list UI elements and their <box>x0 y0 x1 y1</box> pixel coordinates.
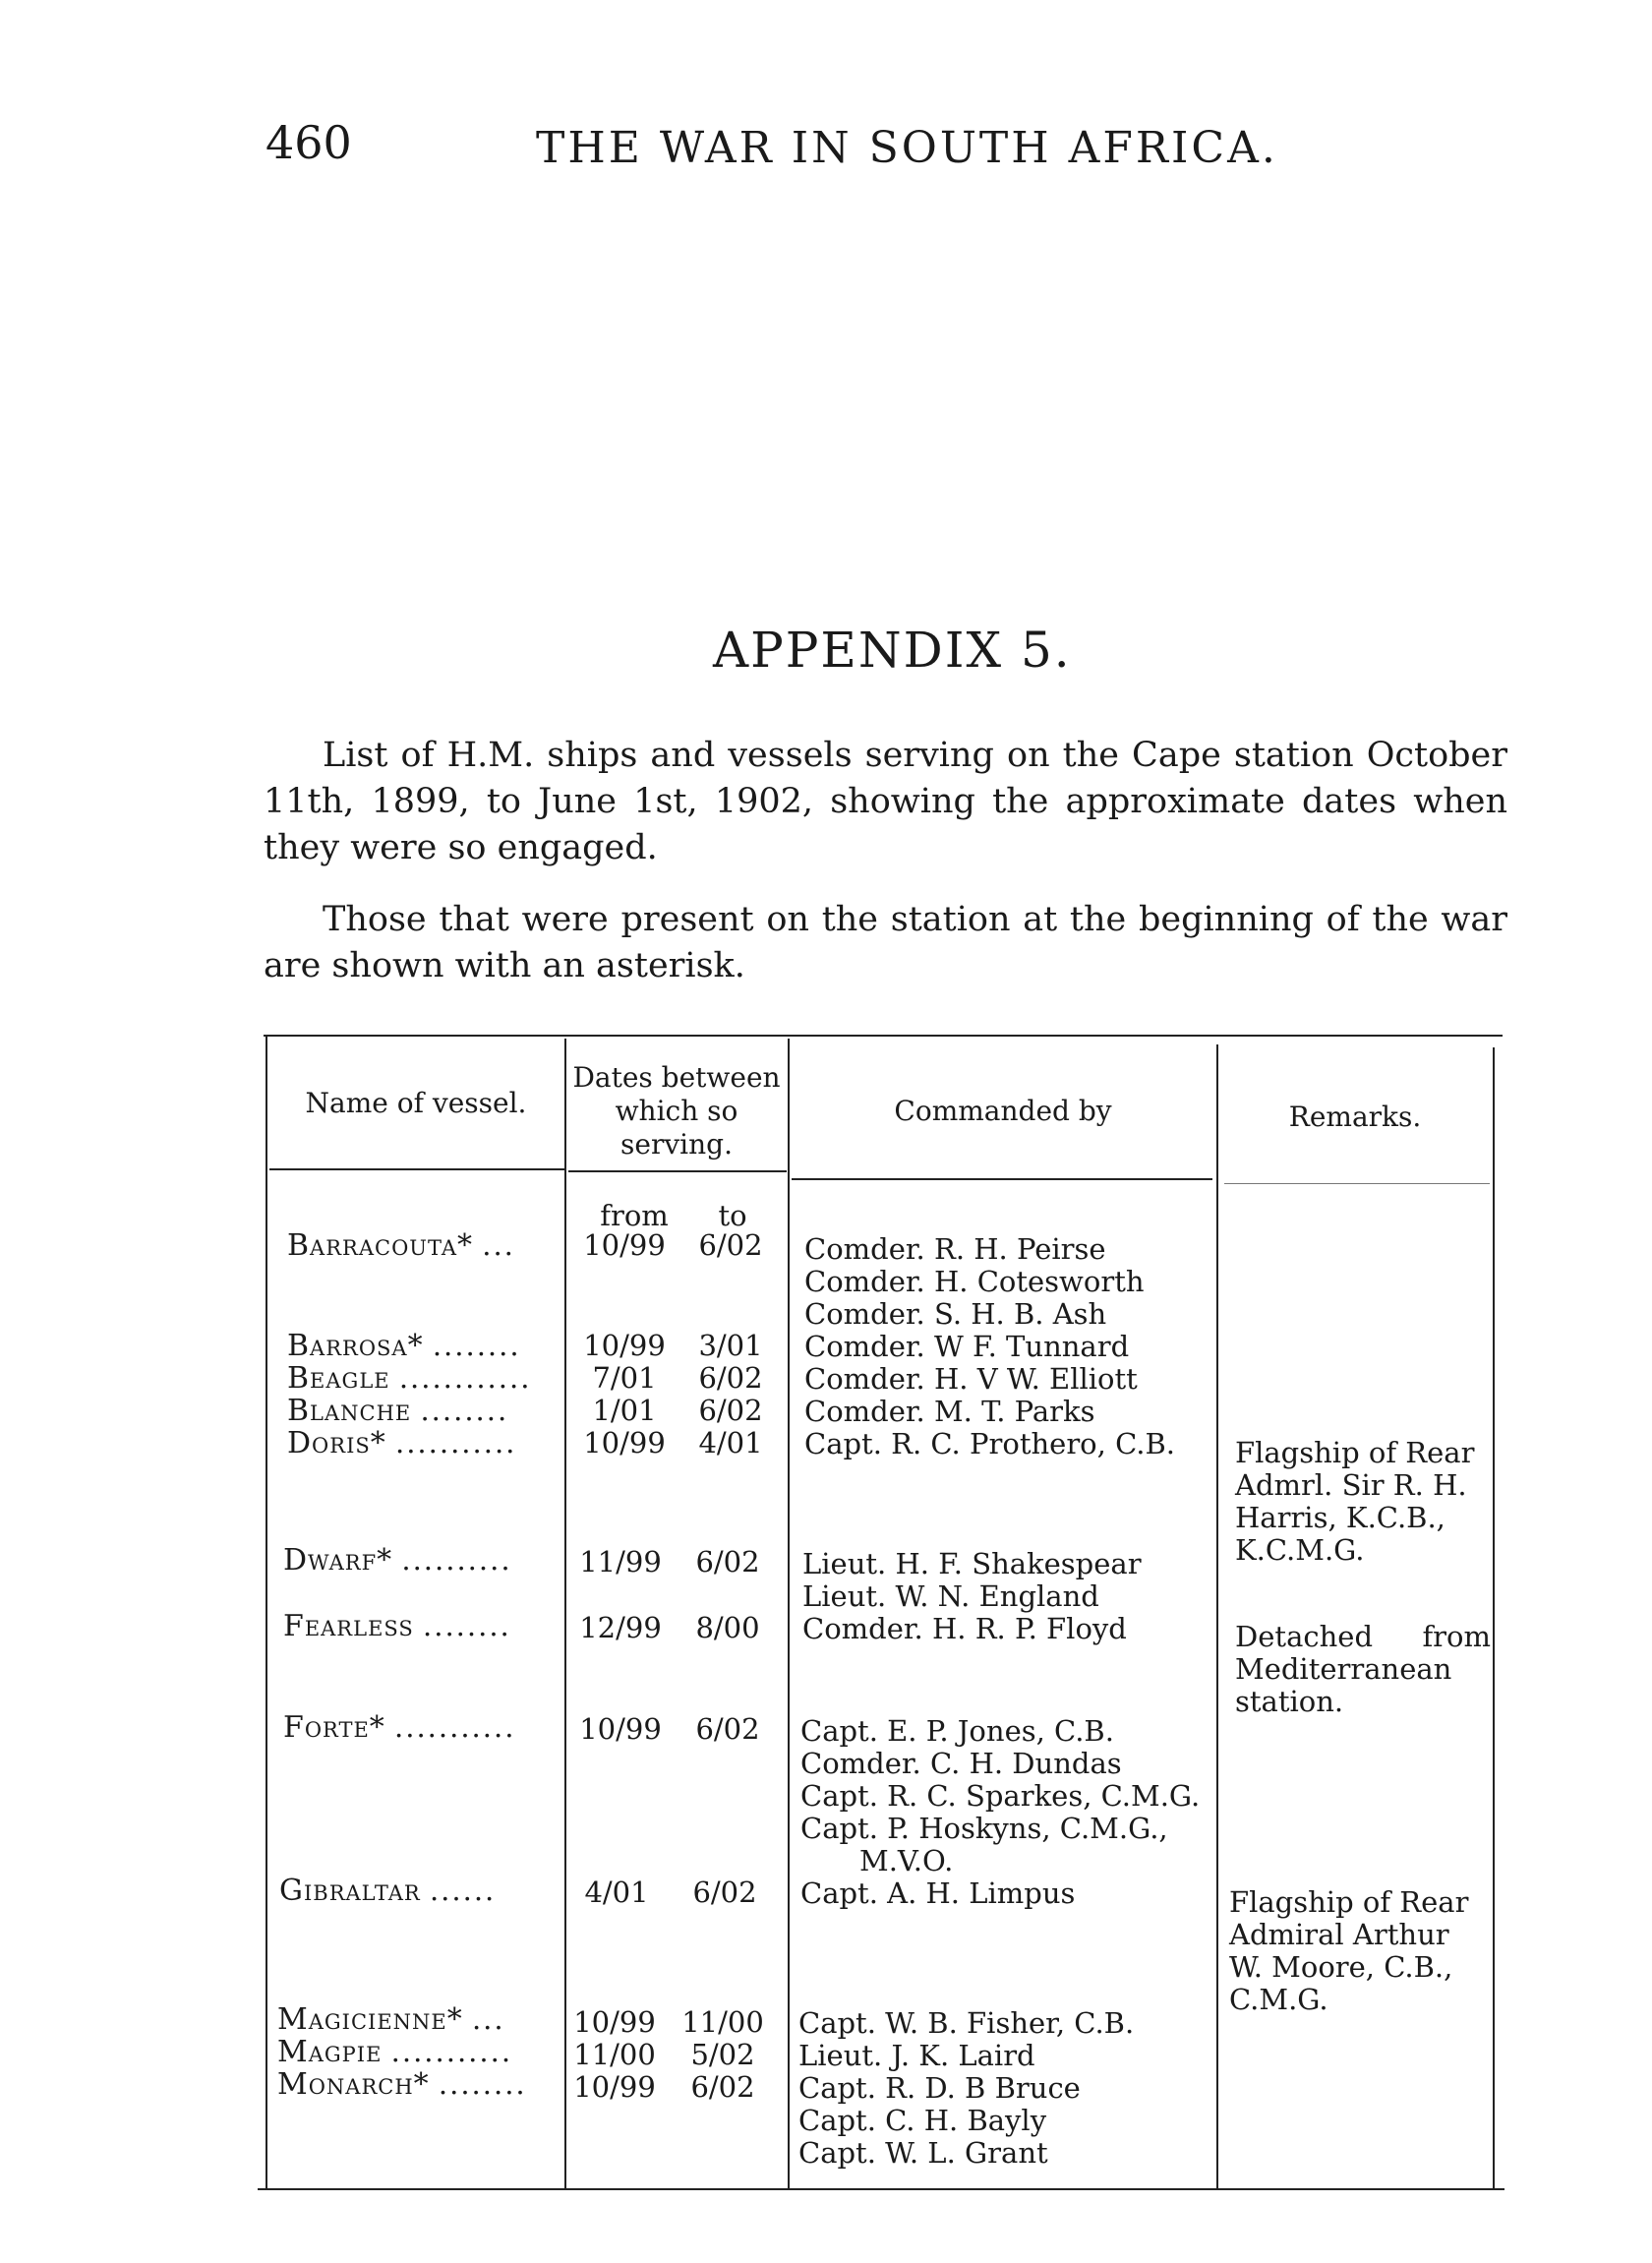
ship-name-text: Fearless <box>283 1609 414 1643</box>
ship-to: 6/02 <box>698 1361 763 1395</box>
ship-to: 6/02 <box>695 1545 760 1578</box>
ship-name <box>287 1330 521 1362</box>
ship-name <box>283 1544 512 1577</box>
ship-name <box>287 1229 515 1262</box>
commander: Capt. R. C. Sparkes, C.M.G. <box>800 1779 1201 1813</box>
commander: Comder. H. R. P. Floyd <box>802 1612 1127 1645</box>
leader-dots: ... <box>471 2002 505 2036</box>
ship-name-text: Dwarf* <box>283 1543 393 1578</box>
ship-from: 7/01 <box>592 1361 657 1395</box>
leader-dots: .......... <box>401 1543 512 1577</box>
column-divider-4 <box>1216 1044 1218 2188</box>
asterisk-note <box>264 897 1507 989</box>
ship-from: 10/99 <box>583 1426 666 1459</box>
ship-name <box>277 2036 512 2068</box>
header-rule-dates <box>568 1170 787 1172</box>
remark: Flagship of Rear Admrl. Sir R. H. Harris, K.C.B., K.C.M.G. <box>1235 1436 1475 1567</box>
commander: Comder. H. V W. Elliott <box>804 1362 1138 1396</box>
commander: Capt. W. L. Grant <box>798 2136 1048 2170</box>
leader-dots: ........ <box>432 1329 521 1362</box>
header-commanded: Commanded by <box>894 1095 1112 1127</box>
ship-from: 10/99 <box>573 2070 656 2104</box>
remark: Flagship of Rear Admiral Arthur W. Moore, C.B., C.M.G. <box>1229 1885 1469 2016</box>
ship-to: 8/00 <box>695 1611 760 1644</box>
ship-name-text: Barracouta* <box>287 1228 474 1263</box>
commander: Lieut. H. F. Shakespear <box>802 1547 1142 1580</box>
ship-name-text: Forte* <box>283 1710 385 1745</box>
header-dates: Dates between which so serving. <box>572 1061 781 1161</box>
commander: Capt. A. H. Limpus <box>800 1876 1076 1910</box>
column-divider-3 <box>788 1039 790 2188</box>
leader-dots: ...... <box>429 1874 497 1907</box>
leader-dots: ............ <box>398 1361 532 1395</box>
ship-name <box>277 2003 505 2036</box>
commander: Comder. W F. Tunnard <box>804 1330 1130 1363</box>
ship-name-text: Barrosa* <box>287 1329 424 1363</box>
ship-to: 6/02 <box>690 2070 755 2104</box>
ship-to: 6/02 <box>698 1394 763 1427</box>
ship-name-text: Blanche <box>287 1394 412 1428</box>
ship-from: 4/01 <box>584 1876 649 1909</box>
ship-from: 12/99 <box>579 1611 662 1644</box>
header-rule-commanded <box>792 1178 1212 1180</box>
commander: Capt. E. P. Jones, C.B. <box>800 1714 1114 1748</box>
commander: Capt. C. H. Bayly <box>798 2104 1047 2137</box>
running-head: THE WAR IN SOUTH AFRICA. <box>536 123 1278 173</box>
header-remarks: Remarks. <box>1288 1101 1422 1133</box>
commander: Comder. M. T. Parks <box>804 1395 1095 1428</box>
commander: Comder. R. H. Peirse <box>804 1232 1106 1266</box>
ship-name <box>287 1427 516 1459</box>
table-bottom-rule <box>258 2188 1504 2190</box>
ship-from: 11/99 <box>579 1545 662 1578</box>
ship-from: 10/99 <box>579 1712 662 1746</box>
ship-to: 6/02 <box>695 1712 760 1746</box>
ship-name <box>279 1875 496 1907</box>
leader-dots: ........... <box>394 1710 516 1744</box>
asterisk-note-text: Those that were present on the station at the beginning of the war are shown with an asterisk. <box>264 900 1507 985</box>
remark: Detached from Mediterranean station. <box>1235 1620 1491 1718</box>
commander: Comder. C. H. Dundas <box>800 1747 1122 1780</box>
column-divider-5 <box>1493 1047 1495 2188</box>
ship-name <box>287 1362 531 1395</box>
appendix-title: APPENDIX 5. <box>713 622 1072 679</box>
ship-from: 11/00 <box>573 2038 656 2071</box>
commander: Comder. H. Cotesworth <box>804 1265 1145 1298</box>
commander: Capt. W. B. Fisher, C.B. <box>798 2006 1135 2040</box>
ship-from: 10/99 <box>583 1329 666 1362</box>
header-vessel: Name of vessel. <box>305 1087 527 1119</box>
commander: M.V.O. <box>859 1844 954 1877</box>
ship-name-text: Beagle <box>287 1361 390 1396</box>
table-top-rule <box>264 1035 1503 1037</box>
commander: Lieut. W. N. England <box>802 1579 1099 1613</box>
ship-name-text: Magpie <box>277 2035 383 2069</box>
commander: Capt. P. Hoskyns, C.M.G., <box>800 1812 1168 1845</box>
leader-dots: ........... <box>394 1426 517 1459</box>
leader-dots: ........ <box>438 2067 527 2101</box>
intro-paragraph-text: List of H.M. ships and vessels serving on the Cape station October 11th, 1899, to June 1st, 1902, showing the approximate dates when they were so engaged. <box>264 736 1507 867</box>
ship-name-text: Magicienne* <box>277 2002 463 2037</box>
ship-from: 10/99 <box>583 1228 666 1262</box>
intro-paragraph <box>264 733 1507 871</box>
ship-name-text: Gibraltar <box>279 1874 421 1908</box>
header-rule-vessel <box>269 1168 564 1170</box>
leader-dots: ........ <box>423 1609 511 1642</box>
page-number: 460 <box>266 116 352 169</box>
ship-name <box>283 1711 515 1744</box>
header-rule-remarks <box>1224 1183 1490 1184</box>
ship-to: 11/00 <box>681 2005 764 2039</box>
leader-dots: ... <box>482 1228 515 1262</box>
leader-dots: ........... <box>390 2035 513 2068</box>
subheader-to: to <box>718 1199 747 1232</box>
ship-to: 6/02 <box>692 1876 757 1909</box>
commander: Comder. S. H. B. Ash <box>804 1297 1107 1331</box>
column-divider-1 <box>266 1035 267 2188</box>
ship-to: 5/02 <box>690 2038 755 2071</box>
ship-from: 10/99 <box>573 2005 656 2039</box>
ship-to: 6/02 <box>698 1228 763 1262</box>
column-divider-2 <box>564 1039 566 2188</box>
ship-from: 1/01 <box>592 1394 657 1427</box>
subheader-from: from <box>600 1199 669 1232</box>
ship-name <box>287 1395 508 1427</box>
commander: Lieut. J. K. Laird <box>798 2039 1035 2072</box>
ship-name-text: Monarch* <box>277 2067 430 2102</box>
ship-name-text: Doris* <box>287 1426 386 1460</box>
ship-name <box>283 1610 511 1642</box>
commander: Capt. R. C. Prothero, C.B. <box>804 1427 1175 1460</box>
leader-dots: ........ <box>420 1394 509 1427</box>
ship-to: 3/01 <box>698 1329 763 1362</box>
ship-name <box>277 2068 527 2101</box>
commander: Capt. R. D. B Bruce <box>798 2071 1081 2105</box>
ship-to: 4/01 <box>698 1426 763 1459</box>
